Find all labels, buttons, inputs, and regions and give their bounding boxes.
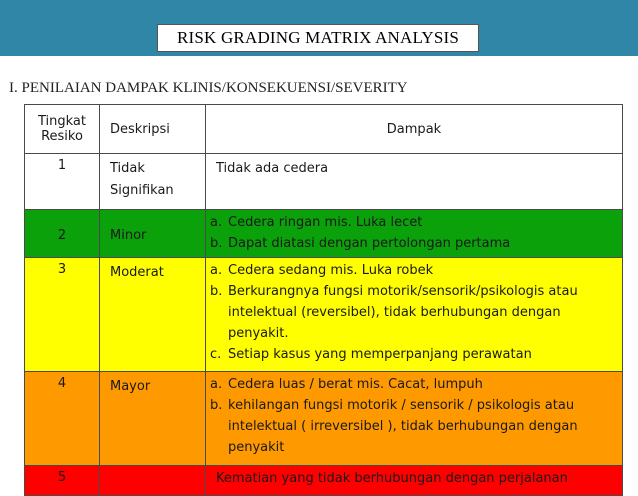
impact-marker: a.: [210, 377, 223, 392]
level-cell: 3: [25, 258, 100, 372]
table-row: [25, 372, 623, 466]
impact-cell: [206, 210, 623, 258]
description-cell: Mayor: [100, 372, 206, 466]
level-cell: 4: [25, 372, 100, 466]
description-line2: Signifikan: [110, 183, 174, 198]
description-cell: [100, 154, 206, 210]
header-level-line1: Tingkat: [37, 114, 86, 129]
impact-item-text: Cedera luas / berat mis. Cacat, lumpuh: [228, 377, 483, 392]
level-cell: 2: [25, 210, 100, 258]
impact-item: [210, 344, 614, 365]
table-row: [25, 154, 623, 210]
impact-item: [210, 395, 614, 458]
impact-list: [210, 374, 614, 458]
impact-text: Kematian yang tidak berhubungan dengan perjalanan: [216, 471, 568, 486]
header-level-line2: Resiko: [41, 129, 83, 144]
impact-item-text: Cedera ringan mis. Luka lecet: [228, 215, 423, 230]
impact-item: [210, 212, 614, 233]
table-row: [25, 210, 623, 258]
impact-marker: b.: [210, 236, 223, 251]
risk-matrix-table: [24, 104, 623, 496]
impact-item-text: Berkurangnya fungsi motorik/sensorik/psikologis atau intelektual (reversibel), tidak berhubungan dengan penyakit.: [228, 284, 578, 341]
impact-item: [210, 374, 614, 395]
impact-item-text: Dapat diatasi dengan pertolongan pertama: [228, 236, 511, 251]
impact-item: [210, 281, 614, 344]
header-level: [25, 105, 100, 154]
impact-marker: b.: [210, 284, 223, 299]
impact-marker: b.: [210, 398, 223, 413]
impact-item: [210, 233, 614, 254]
section-heading: I. PENILAIAN DAMPAK KLINIS/KONSEKUENSI/SEVERITY: [9, 80, 408, 96]
description-cell: Minor: [100, 210, 206, 258]
impact-cell: [206, 258, 623, 372]
description-cell: [100, 466, 206, 496]
impact-text: Tidak ada cedera: [216, 161, 329, 176]
impact-list: [210, 260, 614, 365]
impact-marker: a.: [210, 215, 223, 230]
description-line1: Tidak: [110, 161, 145, 176]
impact-item-text: Setiap kasus yang memperpanjang perawatan: [228, 347, 532, 362]
impact-item-text: Cedera sedang mis. Luka robek: [228, 263, 434, 278]
header-description: Deskripsi: [100, 105, 206, 154]
impact-list: [210, 212, 614, 254]
impact-item-text: kehilangan fungsi motorik / sensorik / psikologis atau intelektual ( irreversibel ), tidak berhubungan dengan penyakit: [228, 398, 578, 455]
impact-cell: [206, 154, 623, 210]
level-cell: 5: [25, 466, 100, 496]
impact-item: [210, 260, 614, 281]
table-row: [25, 466, 623, 496]
impact-marker: c.: [210, 347, 222, 362]
slide-title: RISK GRADING MATRIX ANALYSIS: [157, 24, 479, 52]
description-cell: Moderat: [100, 258, 206, 372]
table-header-row: [25, 105, 623, 154]
impact-marker: a.: [210, 263, 223, 278]
impact-cell: [206, 466, 623, 496]
table-row: [25, 258, 623, 372]
impact-cell: [206, 372, 623, 466]
header-impact: Dampak: [206, 105, 623, 154]
level-cell: 1: [25, 154, 100, 210]
